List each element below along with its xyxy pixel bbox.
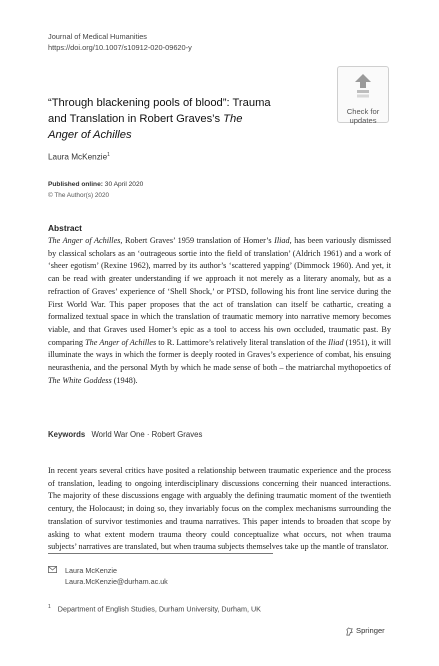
body-paragraph: In recent years several critics have posited a relationship between traumatic experience and the process of translation, leading to ongoing interdisciplinary discussions concerning their nuanced interactions. The majority of these discussions engage with arguably the defining traumatic moment of the twentieth century, the Holocaust; in doing so, they invariably focus on the complex mechanisms surrounding the translation of survivor testimonies and trauma narratives. This paper intends to broaden that scope by asking to what extent modern trauma theory could conceptualize what occurs, not when trauma subjects’ narratives are translated, but when trauma subjects themselves take up the mantle of translator. xyxy=(48,466,391,552)
title-line-3: Anger of Achilles xyxy=(48,129,132,141)
title-line-1: “Through blackening pools of blood”: Trauma xyxy=(48,97,271,109)
author-name[interactable]: Laura McKenzie xyxy=(48,152,108,162)
abstract-text: to R. Lattimore’s relatively literal translation of the xyxy=(156,337,329,347)
abstract-heading: Abstract xyxy=(48,223,82,233)
author-line xyxy=(48,152,110,162)
springer-horse-icon xyxy=(345,627,354,636)
abstract-text: (1948). xyxy=(111,375,138,385)
abstract-italic-title: The Anger of Achilles xyxy=(85,337,157,347)
title-line-2-italic: The xyxy=(223,113,243,125)
title-line-2-plain: and Translation in Robert Graves’s xyxy=(48,113,224,125)
journal-header xyxy=(48,31,192,53)
article-title xyxy=(48,95,330,143)
published-label: Published online: xyxy=(48,181,103,188)
abstract-italic-title: Iliad xyxy=(328,337,344,347)
check-for-updates-badge[interactable] xyxy=(337,66,389,123)
copyright-notice: © The Author(s) 2020 xyxy=(48,192,110,199)
title-line-2 xyxy=(48,111,330,127)
abstract-text: , Robert Graves’ 1959 translation of Homer’s xyxy=(120,236,275,245)
check-for-updates-icon xyxy=(351,72,375,100)
abstract-text: , has been variously dismissed by classical scholars as an ‘outrageous sortie into the field of translation’ (Aldrich 1961) and a work of ‘sheer egotism’ (Rexine 1962), marred by its author’s ‘scattered yapping’ (Dimmock 1960). And yet, it can be read with greater understanding if we approach it not merely as a literary anomaly, but as a refraction of Graves’ experience of ‘Shell Shock,’ or PTSD, following his front line service during the First World War. This paper proposes that the act of translation can itself be cathartic, creating a formalized textual space in which the translation of traumatic memory into narrative memory becomes viable, and that Graves used Homer’s epic as a tool to access his own occluded, traumatic past. By comparing xyxy=(48,236,391,347)
abstract-italic-title: Iliad xyxy=(274,236,290,245)
keyword-item: Robert Graves xyxy=(151,430,203,439)
envelope-icon xyxy=(48,566,57,577)
doi-link[interactable]: https://doi.org/10.1007/s10912-020-09620-y xyxy=(48,43,192,52)
abstract-text: (1951), it will illuminate the ways in which the former is deeply rooted in Graves’s experience of combat, his ensuing neurasthenia, and the personal Myth by which he made sense of both – the matriarchal mythopoetics of xyxy=(48,337,392,373)
author-affiliation-marker: 1 xyxy=(107,152,110,158)
affiliation-footnote xyxy=(48,604,261,613)
published-date-line xyxy=(48,181,143,188)
journal-name: Journal of Medical Humanities xyxy=(48,32,147,41)
abstract-body xyxy=(48,235,391,387)
affiliation-marker: 1 xyxy=(48,604,51,610)
keywords-label: Keywords xyxy=(48,430,86,439)
check-for-updates-label-1: Check for xyxy=(346,107,380,116)
published-date: 30 April 2020 xyxy=(104,181,144,188)
contact-email[interactable]: Laura.McKenzie@durham.ac.uk xyxy=(65,576,168,586)
publisher-logo xyxy=(345,626,385,636)
affiliation-text: Department of English Studies, Durham University, Durham, UK xyxy=(57,604,261,614)
check-for-updates-label-2: updates xyxy=(349,116,377,125)
publisher-name: Springer xyxy=(356,626,385,635)
contact-name: Laura McKenzie xyxy=(65,566,117,575)
keyword-item: World War One xyxy=(91,430,145,439)
keyword-separator: · xyxy=(144,430,152,439)
abstract-italic-title: The White Goddess xyxy=(48,375,112,385)
keywords-line xyxy=(48,430,202,439)
contact-block xyxy=(48,566,168,587)
abstract-italic-title: The Anger of Achilles xyxy=(48,236,121,245)
footnote-divider xyxy=(48,553,273,554)
